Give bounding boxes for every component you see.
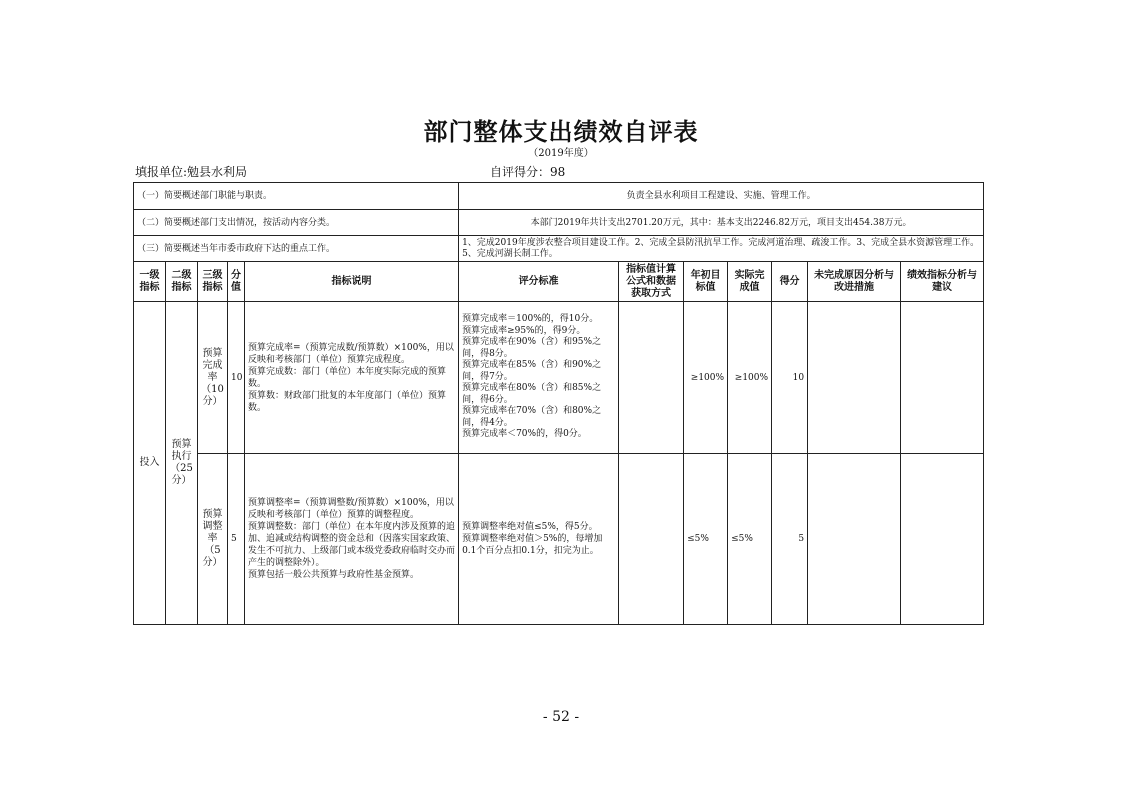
target-cell: ≥100% bbox=[684, 302, 728, 454]
year-subtitle: （2019年度） bbox=[528, 148, 594, 159]
score-cell: 5 bbox=[772, 454, 808, 625]
page-title: 部门整体支出绩效自评表 bbox=[423, 118, 699, 146]
col-header-analysis: 绩效指标分析与建议 bbox=[901, 262, 984, 302]
actual-cell: ≥100% bbox=[728, 302, 772, 454]
summary-row-duties bbox=[134, 183, 984, 210]
level3-cell: 预算完成率（10分） bbox=[198, 302, 228, 454]
col-header-criteria: 评分标准 bbox=[459, 262, 619, 302]
col-header-reason: 未完成原因分析与改进措施 bbox=[808, 262, 901, 302]
performance-table bbox=[133, 182, 984, 625]
col-header-target: 年初目标值 bbox=[684, 262, 728, 302]
summary-label-key-work: （三）简要概述当年市委市政府下达的重点工作。 bbox=[134, 236, 459, 262]
criteria-cell: 预算调整率绝对值≤5%，得5分。 预算调整率绝对值＞5%的，每增加0.1个百分点扣0.1分，扣完为止。 bbox=[459, 454, 619, 625]
col-header-level3: 三级指标 bbox=[198, 262, 228, 302]
table-row bbox=[134, 302, 984, 454]
target-cell: ≤5% bbox=[684, 454, 728, 625]
col-header-level1: 一级指标 bbox=[134, 262, 166, 302]
col-header-formula: 指标值计算公式和数据获取方式 bbox=[619, 262, 684, 302]
level1-cell: 投入 bbox=[134, 302, 166, 625]
summary-label-expenditure: （二）简要概述部门支出情况，按活动内容分类。 bbox=[134, 210, 459, 236]
summary-row-expenditure bbox=[134, 210, 984, 236]
score-value-cell: 5 bbox=[228, 454, 245, 625]
col-header-score-value: 分值 bbox=[228, 262, 245, 302]
page-number: - 52 - bbox=[542, 709, 580, 725]
reason-cell bbox=[808, 454, 901, 625]
formula-cell bbox=[619, 302, 684, 454]
actual-cell: ≤5% bbox=[728, 454, 772, 625]
analysis-cell bbox=[901, 302, 984, 454]
col-header-description: 指标说明 bbox=[245, 262, 459, 302]
summary-label-duties: （一）简要概述部门职能与职责。 bbox=[134, 183, 459, 210]
score-value-cell: 10 bbox=[228, 302, 245, 454]
formula-cell bbox=[619, 454, 684, 625]
score-cell: 10 bbox=[772, 302, 808, 454]
criteria-cell: 预算完成率＝100%的，得10分。 预算完成率≥95%的，得9分。 预算完成率在90%（含）和95%之间，得8分。 预算完成率在85%（含）和90%之间，得7分。 预算完成率在80%（含）和85%之间，得6分。 预算完成率在70%（含）和80%之间，得4分。 预算完成率＜70%的，得0分。 bbox=[459, 302, 619, 454]
summary-row-key-work bbox=[134, 236, 984, 262]
summary-value-expenditure: 本部门2019年共计支出2701.20万元，其中：基本支出2246.82万元，项目支出454.38万元。 bbox=[459, 210, 984, 236]
fill-unit-label: 填报单位:勉县水利局 bbox=[135, 165, 248, 179]
table-header-row bbox=[134, 262, 984, 302]
level2-cell: 预算执行（25分） bbox=[166, 302, 198, 625]
self-score-label: 自评得分：98 bbox=[490, 165, 566, 179]
description-cell: 预算完成率=（预算完成数/预算数）×100%，用以反映和考核部门（单位）预算完成程度。 预算完成数：部门（单位）本年度实际完成的预算数。 预算数：财政部门批复的本年度部门（单位）预算数。 bbox=[245, 302, 459, 454]
col-header-level2: 二级指标 bbox=[166, 262, 198, 302]
summary-value-key-work: 1、完成2019年度涉农整合项目建设工作。2、完成全县防汛抗旱工作。完成河道治理、疏浚工作。3、完成全县水资源管理工作。5、完成河湖长制工作。 bbox=[459, 236, 984, 262]
col-header-actual: 实际完成值 bbox=[728, 262, 772, 302]
description-cell: 预算调整率=（预算调整数/预算数）×100%，用以反映和考核部门（单位）预算的调整程度。 预算调整数：部门（单位）在本年度内涉及预算的追加、追减或结构调整的资金总和（因落实国家政策、发生不可抗力、上级部门或本级党委政府临时交办而产生的调整除外）。 预算包括一般公共预算与政府性基金预算。 bbox=[245, 454, 459, 625]
reason-cell bbox=[808, 302, 901, 454]
level3-cell: 预算调整率（5分） bbox=[198, 454, 228, 625]
table-row bbox=[134, 454, 984, 625]
analysis-cell bbox=[901, 454, 984, 625]
col-header-score: 得分 bbox=[772, 262, 808, 302]
summary-value-duties: 负责全县水利项目工程建设、实施、管理工作。 bbox=[459, 183, 984, 210]
